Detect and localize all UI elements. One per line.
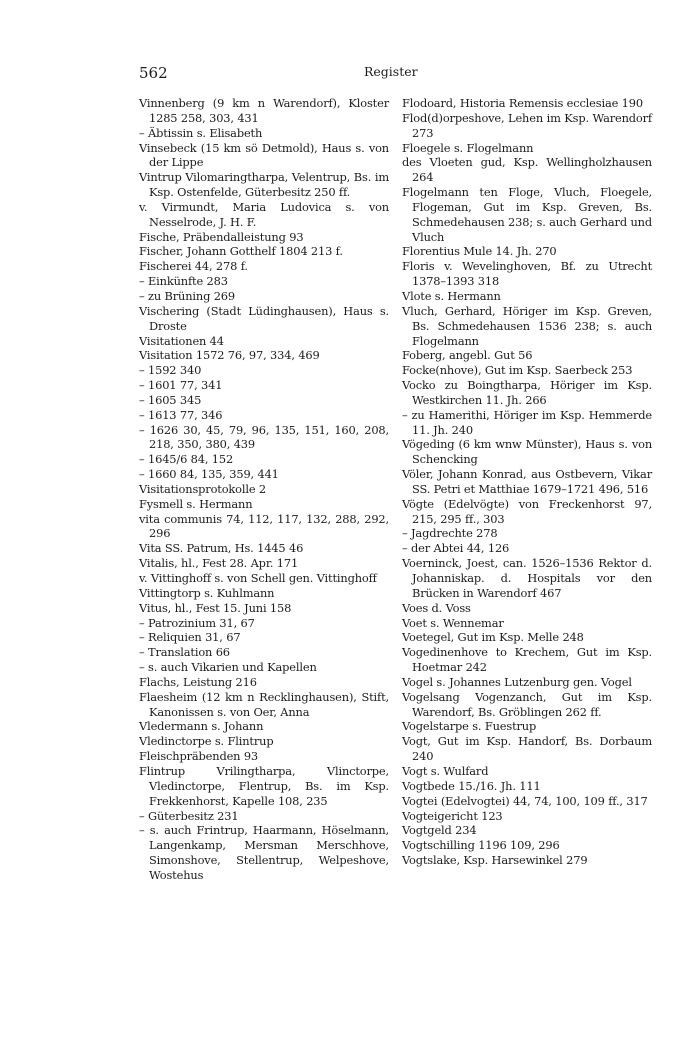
index-entry: Fischerei 44, 278 f. <box>139 259 248 274</box>
index-entry: Vitus, hl., Fest 15. Juni 158 <box>139 600 292 615</box>
index-entry: – 1660 84, 135, 359, 441 <box>139 467 279 482</box>
index-entry: Vita SS. Patrum, Hs. 1445 46 <box>139 541 304 556</box>
index-entry: – zu Brüning 269 <box>139 288 235 303</box>
index-entry: v. Virmundt, Maria Ludovica s. von Nesselrode, J. H. F. <box>139 199 389 229</box>
index-entry: – Äbtissin s. Elisabeth <box>139 125 263 140</box>
index-entry: – der Abtei 44, 126 <box>402 541 510 556</box>
index-entry: Focke(nhove), Gut im Ksp. Saerbeck 253 <box>402 363 633 378</box>
running-head: Register <box>364 64 418 79</box>
index-entry: Flaesheim (12 km n Recklinghausen), Stift, Kanonissen s. von Oer, Anna <box>139 689 389 719</box>
index-entry: Vogteigericht 123 <box>402 808 503 823</box>
index-entry: Vogelstarpe s. Fuestrup <box>402 719 537 734</box>
index-entry: Floris v. Wevelinghoven, Bf. zu Utrecht 1378–1393 318 <box>402 259 652 289</box>
index-entry: Voetegel, Gut im Ksp. Melle 248 <box>402 630 584 645</box>
index-entry: Vinnenberg (9 km n Warendorf), Kloster 1285 258, 303, 431 <box>139 96 389 125</box>
index-entry: Vledermann s. Johann <box>139 719 264 734</box>
index-entry: Vogedinenhove to Krechem, Gut im Ksp. Hoetmar 242 <box>402 645 652 675</box>
index-entry: – 1605 345 <box>139 392 202 407</box>
index-entry: vita communis 74, 112, 117, 132, 288, 292, 296 <box>139 511 389 541</box>
index-entry: Flod(d)orpeshove, Lehen im Ksp. Warendorf 273 <box>402 110 652 140</box>
index-entry: Vogtbede 15./16. Jh. 111 <box>402 778 541 793</box>
index-entry: Völer, Johann Konrad, aus Ostbevern, Vikar SS. Petri et Matthiae 1679–1721 496, 516 <box>402 467 652 496</box>
index-entry: Vogtschilling 1196 109, 296 <box>402 838 560 853</box>
index-entry: Vogtslake, Ksp. Harsewinkel 279 <box>402 853 588 868</box>
index-entry: Flachs, Leistung 216 <box>139 674 257 689</box>
index-entry: Visitationsprotokolle 2 <box>139 481 267 496</box>
index-entry: – 1601 77, 341 <box>139 378 223 393</box>
index-entry: Vögte (Edelvögte) von Freckenhorst 97, 215, 295 ff., 303 <box>402 496 652 526</box>
index-entry: Vocko zu Boingtharpa, Höriger im Ksp. Westkirchen 11. Jh. 266 <box>402 378 652 407</box>
index-entry: – Einkünfte 283 <box>139 274 228 289</box>
index-entry: Visitation 1572 76, 97, 334, 469 <box>139 348 320 363</box>
index-entry: Vogt, Gut im Ksp. Handorf, Bs. Dorbaum 240 <box>402 734 652 764</box>
index-entry: Vittingtorp s. Kuhlmann <box>139 585 275 600</box>
index-entry: Vogel s. Johannes Lutzenburg gen. Vogel <box>402 674 632 689</box>
index-entry: – s. auch Frintrup, Haarmann, Höselmann, Langenkamp, Mersman Merschhove, Simonshove, Stellentrup, Welpeshove, Wostehus <box>139 823 389 882</box>
index-entry: Voet s. Wennemar <box>402 615 504 630</box>
index-entry: Vogtei (Edelvogtei) 44, 74, 100, 109 ff., 317 <box>402 793 648 808</box>
index-entry: Fischer, Johann Gotthelf 1804 213 f. <box>139 244 343 259</box>
index-entry: Fysmell s. Hermann <box>139 496 253 511</box>
index-entry: – Reliquien 31, 67 <box>139 630 241 645</box>
index-entry: Vledinctorpe s. Flintrup <box>139 734 274 749</box>
index-entry: – 1645/6 84, 152 <box>139 452 234 467</box>
index-entry: Vintrup Vilomaringtharpa, Velentrup, Bs. im Ksp. Ostenfelde, Güterbesitz 250 ff. <box>139 170 389 200</box>
index-entry: Vogt s. Wulfard <box>402 763 489 778</box>
index-entry: Foberg, angebl. Gut 56 <box>402 348 533 363</box>
page-number: 562 <box>139 64 168 82</box>
index-entry: – Güterbesitz 231 <box>139 808 239 823</box>
index-entry: Fische, Präbendalleistung 93 <box>139 229 304 244</box>
index-entry: Flogelmann ten Floge, Vluch, Floegele, Flogeman, Gut im Ksp. Greven, Bs. Schmedehausen 238; s. auch Gerhard und Vluch <box>402 185 652 244</box>
index-entry: Vischering (Stadt Lüdinghausen), Haus s. Droste <box>139 303 389 333</box>
index-entry: Vluch, Gerhard, Höriger im Ksp. Greven, Bs. Schmedehausen 1536 238; s. auch Flogelmann <box>402 303 652 348</box>
index-entry: Fleischpräbenden 93 <box>139 749 259 764</box>
index-entry: – Translation 66 <box>139 645 230 660</box>
index-entry: Flintrup Vrilingtharpa, Vlinctorpe, Vledinctorpe, Flentrup, Bs. im Ksp. Frekkenhorst, Kapelle 108, 235 <box>139 763 389 808</box>
index-entry: Vogtgeld 234 <box>402 823 477 838</box>
index-column-left <box>139 96 389 883</box>
index-entry: – 1613 77, 346 <box>139 407 223 422</box>
index-entry: – Patrozinium 31, 67 <box>139 615 255 630</box>
index-entry: – Jagdrechte 278 <box>402 526 498 541</box>
index-entry: Vogelsang Vogenzanch, Gut im Ksp. Warendorf, Bs. Gröblingen 262 ff. <box>402 689 652 719</box>
index-entry: Voerninck, Joest, can. 1526–1536 Rektor d. Johanniskap. d. Hospitals vor den Brücken in Warendorf 467 <box>402 556 652 600</box>
index-entry: – s. auch Vikarien und Kapellen <box>139 660 317 675</box>
index-entry: – 1626 30, 45, 79, 96, 135, 151, 160, 208, 218, 350, 380, 439 <box>139 422 389 452</box>
index-entry: des Vloeten gud, Ksp. Wellingholzhausen 264 <box>402 155 652 185</box>
index-entry: v. Vittinghoff s. von Schell gen. Vittinghoff <box>139 571 377 585</box>
index-column-right <box>402 96 652 868</box>
index-entry: – 1592 340 <box>139 363 202 378</box>
index-entry: Vögeding (6 km wnw Münster), Haus s. von Schencking <box>402 437 652 467</box>
index-entry: Floegele s. Flogelmann <box>402 140 534 155</box>
index-entry: Vinsebeck (15 km sö Detmold), Haus s. von der Lippe <box>139 140 389 170</box>
index-entry: Florentius Mule 14. Jh. 270 <box>402 244 557 259</box>
index-entry: – zu Hamerithi, Höriger im Ksp. Hemmerde 11. Jh. 240 <box>402 407 652 437</box>
index-entry: Visitationen 44 <box>139 333 224 348</box>
index-entry: Flodoard, Historia Remensis ecclesiae 190 <box>402 96 643 110</box>
index-entry: Voes d. Voss <box>402 600 471 615</box>
index-entry: Vlote s. Hermann <box>402 288 501 303</box>
index-entry: Vitalis, hl., Fest 28. Apr. 171 <box>139 556 299 571</box>
